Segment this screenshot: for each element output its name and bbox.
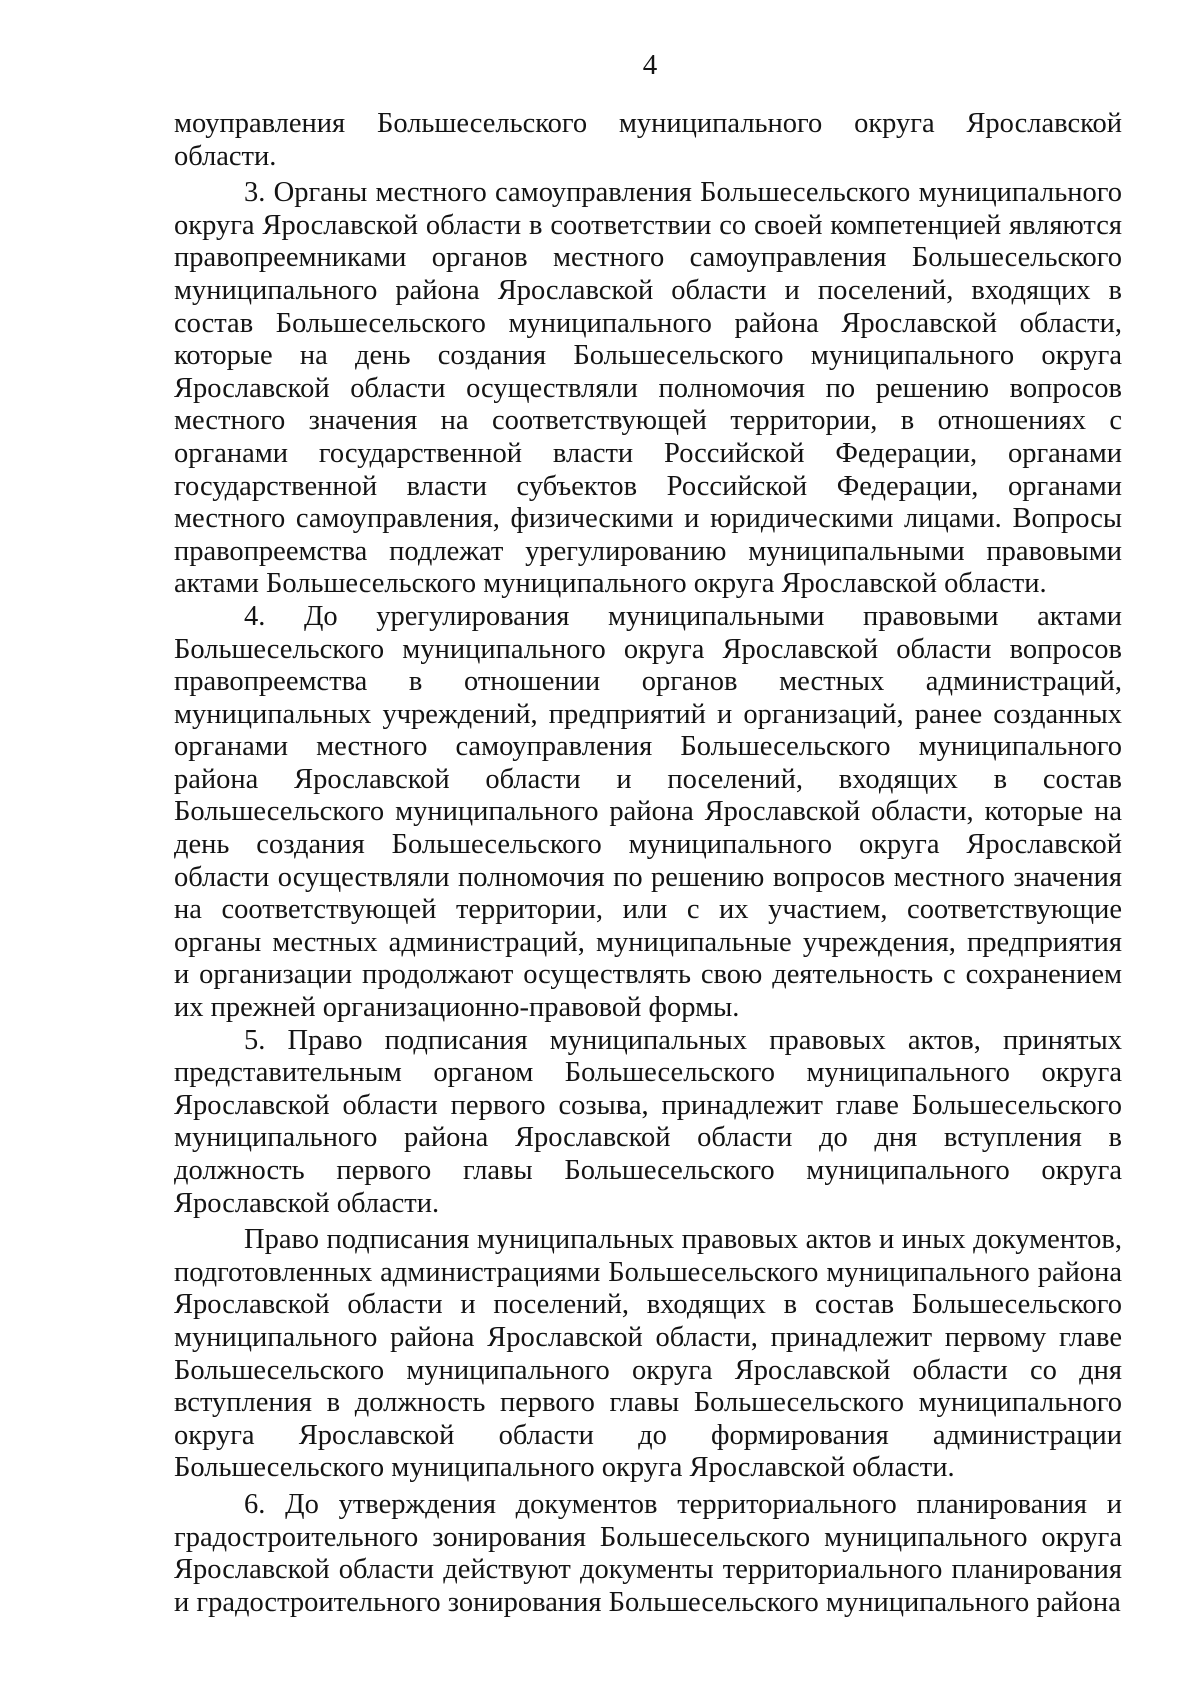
paragraph-item-3: 3. Органы местного самоуправления Большесельского муниципального округа Ярославской области в соответствии со своей компетенцией являются правопреемниками органов местного самоуправления Большесельского муниципального района Ярославской области и поселений, входящих в состав Большесельского муниципального района Ярославской области, которые на день создания Большесельского муниципального округа Ярославской области осуществляли полномочия по решению вопросов местного значения на соответствующей территории, в отношениях с органами государственной власти Российской Федерации, органами государственной власти субъектов Российской Федерации, органами местного самоуправления, физическими и юридическими лицами. Вопросы правопреемства подлежат урегулированию муниципальными правовыми актами Большесельского муниципального округа Ярославской области. <box>174 177 1122 600</box>
page-number: 4 <box>642 49 658 81</box>
paragraph-item-5-part-2: Право подписания муниципальных правовых актов и иных документов, подготовленных администрациями Большесельского муниципального района Ярославской области и поселений, входящих в состав Большесельского муниципального района Ярославской области, принадлежит первому главе Большесельского муниципального округа Ярославской области со дня вступления в должность первого главы Большесельского муниципального округа Ярославской области до формирования администрации Большесельского муниципального округа Ярославской области. <box>174 1224 1122 1484</box>
paragraph-item-4: 4. До урегулирования муниципальными правовыми актами Большесельского муниципального округа Ярославской области вопросов правопреемства в отношении органов местных администраций, муниципальных учреждений, предприятий и организаций, ранее созданных органами местного самоуправления Большесельского муниципального района Ярославской области и поселений, входящих в состав Большесельского муниципального района Ярославской области, которые на день создания Большесельского муниципального округа Ярославской области осуществляли полномочия по решению вопросов местного значения на соответствующей территории, или с их участием, соответствующие органы местных администраций, муниципальные учреждения, предприятия и организации продолжают осуществлять свою деятельность с сохранением их прежней организационно-правовой формы. <box>174 600 1122 1024</box>
paragraph-item-6: 6. До утверждения документов территориального планирования и градостроительного зонирования Большесельского муниципального округа Ярославской области действуют документы территориального планирования и градостроительного зонирования Большесельского муниципального района <box>174 1488 1122 1618</box>
paragraph-item-5: 5. Право подписания муниципальных правовых актов, принятых представительным органом Большесельского муниципального округа Ярославской области первого созыва, принадлежит главе Большесельского муниципального района Ярославской области до дня вступления в должность первого главы Большесельского муниципального округа Ярославской области. <box>174 1024 1122 1219</box>
document-body <box>174 108 1122 1619</box>
paragraph-continuation: моуправления Большесельского муниципального округа Ярославской области. <box>174 108 1122 172</box>
